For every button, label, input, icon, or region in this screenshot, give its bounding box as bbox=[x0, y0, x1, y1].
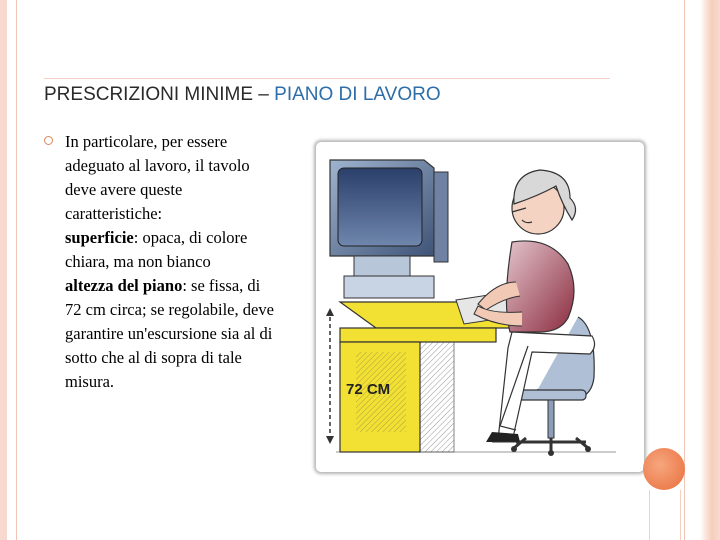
workstation-drawing bbox=[316, 142, 644, 472]
slide-border-left bbox=[0, 0, 7, 540]
title-accent: PIANO DI LAVORO bbox=[274, 84, 441, 105]
superficie-keyword: superficie bbox=[65, 228, 134, 247]
slide-border-right bbox=[700, 0, 720, 540]
body-line: In particolare, per essere bbox=[65, 132, 228, 151]
altezza-keyword: altezza del piano bbox=[65, 276, 183, 295]
slide-border-line-left bbox=[16, 0, 17, 540]
title-rule bbox=[44, 78, 610, 79]
decorative-stem bbox=[649, 490, 681, 540]
title-prefix: PRESCRIZIONI MINIME – bbox=[44, 84, 275, 105]
workstation-illustration bbox=[316, 142, 644, 472]
height-arrow-icon bbox=[326, 308, 334, 444]
altezza-line bbox=[65, 274, 324, 298]
desk-icon bbox=[340, 302, 526, 452]
body-line: misura. bbox=[65, 372, 115, 391]
height-label: 72 CM bbox=[346, 381, 391, 398]
list-item bbox=[44, 130, 324, 394]
slide-title bbox=[44, 84, 441, 106]
person-icon bbox=[474, 170, 595, 442]
body-line: deve avere queste bbox=[65, 180, 183, 199]
body-line: adeguato al lavoro, il tavolo bbox=[65, 156, 250, 175]
monitor-icon bbox=[330, 160, 448, 298]
bullet-circle-icon bbox=[44, 136, 53, 145]
body-line: 72 cm circa; se regolabile, deve bbox=[65, 300, 274, 319]
slide-border-line-right bbox=[684, 0, 685, 540]
body-line: chiara, ma non bianco bbox=[65, 252, 211, 271]
body-line: garantire un'escursione sia al di bbox=[65, 324, 273, 343]
body-line: caratteristiche: bbox=[65, 204, 163, 223]
decorative-circle bbox=[643, 448, 685, 490]
body-line: sotto che al di sopra di tale bbox=[65, 348, 242, 367]
superficie-line bbox=[65, 226, 324, 250]
body-list bbox=[44, 130, 324, 394]
altezza-text: : se fissa, di bbox=[182, 276, 261, 295]
superficie-text: : opaca, di colore bbox=[133, 228, 248, 247]
body-paragraph bbox=[65, 130, 324, 394]
